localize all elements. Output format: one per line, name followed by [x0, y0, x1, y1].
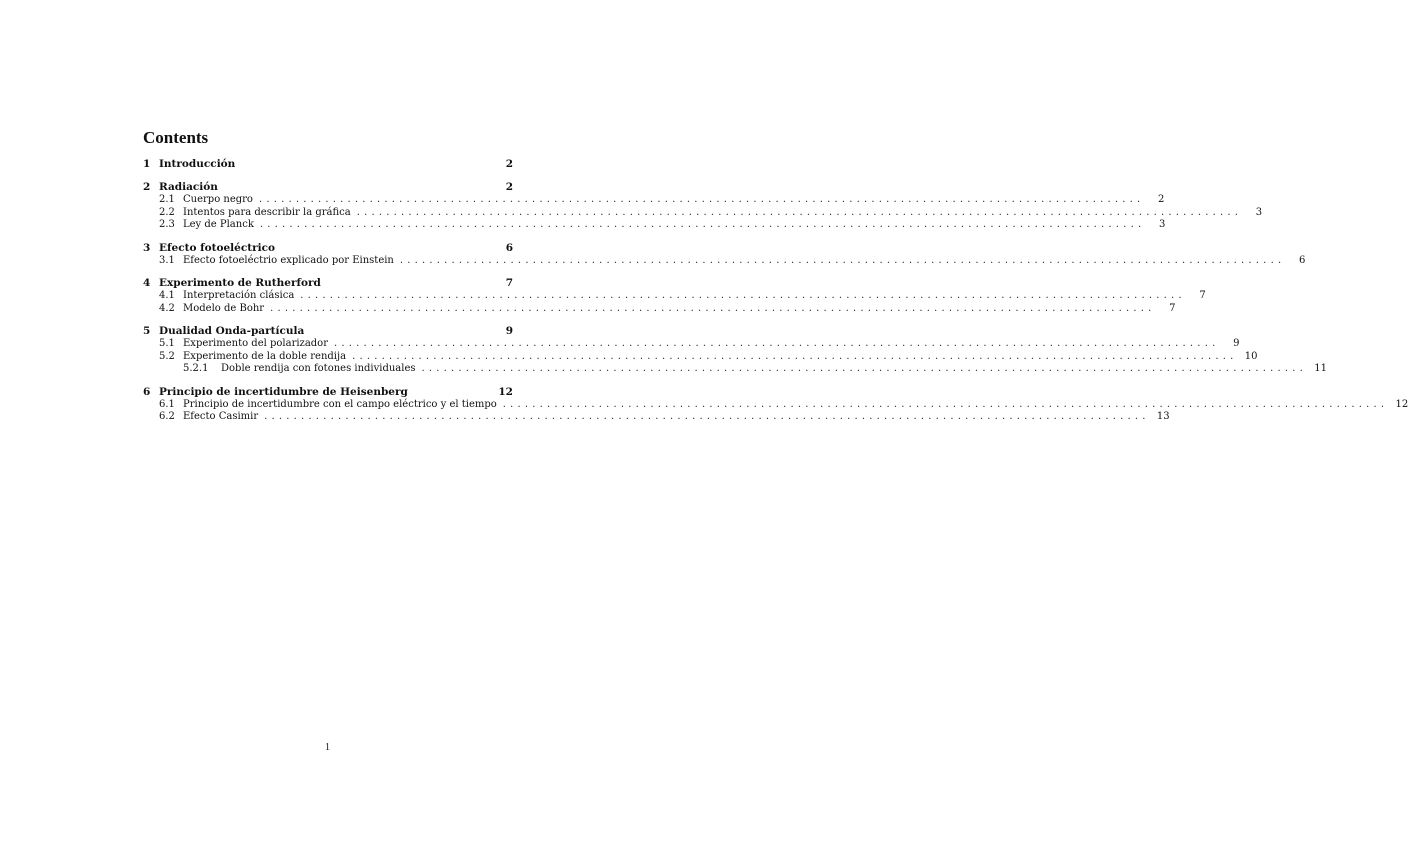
toc-entry[interactable]: [143, 277, 513, 290]
toc-subentry-title: Doble rendija con fotones individuales: [221, 363, 416, 374]
toc-entry-number: 6: [143, 385, 151, 398]
toc-section-3: [143, 241, 1306, 268]
toc-subentry-title: Cuerpo negro: [183, 194, 253, 205]
toc-section-4: [143, 277, 1206, 315]
toc-entry-page: 9: [505, 325, 513, 337]
toc-entry-number: 2: [143, 181, 151, 193]
toc-leader: ........................................................................................................................: [270, 302, 1156, 314]
toc-subentry-page: 7: [1169, 302, 1176, 314]
toc-subentry[interactable]: [143, 290, 1206, 303]
toc-subentry-number: 4.2: [159, 302, 175, 314]
toc-leader: ........................................................................................................................: [258, 194, 1145, 205]
table-of-contents: [143, 128, 1408, 424]
toc-entry-title: Principio de incertidumbre de Heisenberg: [159, 385, 408, 398]
toc-subentry[interactable]: [143, 363, 1327, 376]
toc-entry-title: Efecto fotoeléctrico: [159, 241, 275, 254]
toc-subentry[interactable]: [143, 350, 1258, 364]
toc-leader: ........................................................................................................................: [399, 254, 1286, 266]
toc-subentry-page: 12: [1395, 398, 1408, 410]
toc-section-1: [143, 158, 513, 171]
toc-subentry-page: 10: [1244, 350, 1258, 362]
toc-section-6: [143, 385, 1408, 424]
toc-subentry-title: Experimento del polarizador: [183, 338, 328, 349]
toc-entry-page: 12: [498, 385, 513, 398]
toc-leader: ........................................................................................................................: [334, 338, 1220, 349]
toc-subentry-number: 5.1: [159, 338, 175, 349]
toc-subentry[interactable]: [143, 206, 1263, 220]
toc-entry-title: Dualidad Onda-partícula: [159, 325, 305, 337]
toc-subentry-page: 11: [1314, 363, 1327, 374]
toc-subentry-number: 2.1: [159, 194, 175, 205]
toc-section-2: [143, 181, 1263, 232]
toc-subentry-number: 6.2: [159, 411, 175, 422]
toc-body: [143, 158, 1408, 424]
toc-entry[interactable]: [143, 181, 513, 194]
toc-leader: ........................................................................................................................: [264, 411, 1150, 422]
toc-entry[interactable]: [143, 242, 513, 255]
toc-leader: ........................................................................................................................: [502, 398, 1389, 410]
toc-entry[interactable]: [143, 386, 513, 399]
toc-subentry-page: 13: [1156, 411, 1170, 422]
toc-subentry-number: 2.2: [159, 206, 175, 218]
toc-subentry[interactable]: [143, 254, 1306, 268]
toc-leader: ........................................................................................................................: [356, 206, 1243, 218]
toc-subentry[interactable]: [143, 302, 1176, 316]
toc-subentry-page: 2: [1158, 194, 1165, 205]
toc-entry-number: 4: [143, 277, 151, 289]
toc-subentry[interactable]: [143, 398, 1408, 412]
toc-subentry-title: Efecto Casimir: [183, 411, 259, 422]
toc-entry-page: 2: [505, 158, 513, 170]
toc-entry-page: 2: [505, 181, 513, 193]
toc-leader: ........................................................................................................................: [259, 219, 1146, 230]
toc-subentry-number: 5.2: [159, 350, 175, 362]
toc-subentry-title: Intentos para describir la gráfica: [183, 206, 351, 218]
toc-subentry-page: 3: [1255, 206, 1263, 218]
toc-subentry-page: 6: [1298, 254, 1306, 266]
toc-entry-number: 3: [143, 241, 151, 254]
toc-subentry[interactable]: [143, 411, 1170, 424]
toc-leader: ........................................................................................................................: [300, 290, 1186, 301]
toc-subentry-page: 7: [1199, 290, 1206, 301]
toc-subentry-page: 9: [1233, 338, 1240, 349]
toc-subentry-title: Ley de Planck: [183, 219, 254, 230]
toc-entry-number: 5: [143, 325, 151, 337]
toc-subentry-number: 2.3: [159, 219, 175, 230]
toc-title: Contents: [143, 128, 209, 147]
toc-entry-number: 1: [143, 158, 151, 170]
toc-subentry[interactable]: [143, 194, 1165, 207]
toc-subentry-title: Principio de incertidumbre con el campo eléctrico y el tiempo: [183, 398, 497, 410]
toc-subentry[interactable]: [143, 219, 1166, 232]
toc-leader: ........................................................................................................................: [421, 363, 1307, 374]
toc-entry[interactable]: [143, 158, 513, 171]
toc-section-5: [143, 325, 1327, 376]
toc-subentry-page: 3: [1158, 219, 1166, 230]
toc-subentry-title: Efecto fotoeléctrio explicado por Einstein: [183, 254, 394, 266]
toc-subentry-number: 6.1: [159, 398, 175, 410]
toc-entry-title: Radiación: [159, 181, 218, 193]
toc-leader: ........................................................................................................................: [352, 350, 1238, 362]
toc-entry-title: Experimento de Rutherford: [159, 277, 321, 289]
toc-entry-page: 6: [505, 241, 513, 254]
toc-subentry-title: Modelo de Bohr: [183, 302, 265, 314]
toc-subentry-title: Interpretación clásica: [183, 290, 295, 301]
toc-entry[interactable]: [143, 325, 513, 338]
toc-subentry-number: 3.1: [159, 254, 175, 266]
toc-subentry-number: 5.2.1: [183, 363, 209, 374]
toc-subentry-number: 4.1: [159, 290, 175, 301]
toc-entry-title: Introducción: [159, 158, 236, 170]
toc-entry-page: 7: [505, 277, 513, 289]
toc-subentry[interactable]: [143, 338, 1240, 351]
toc-subentry-title: Experimento de la doble rendija: [183, 350, 347, 362]
page-number: 1: [325, 742, 330, 753]
